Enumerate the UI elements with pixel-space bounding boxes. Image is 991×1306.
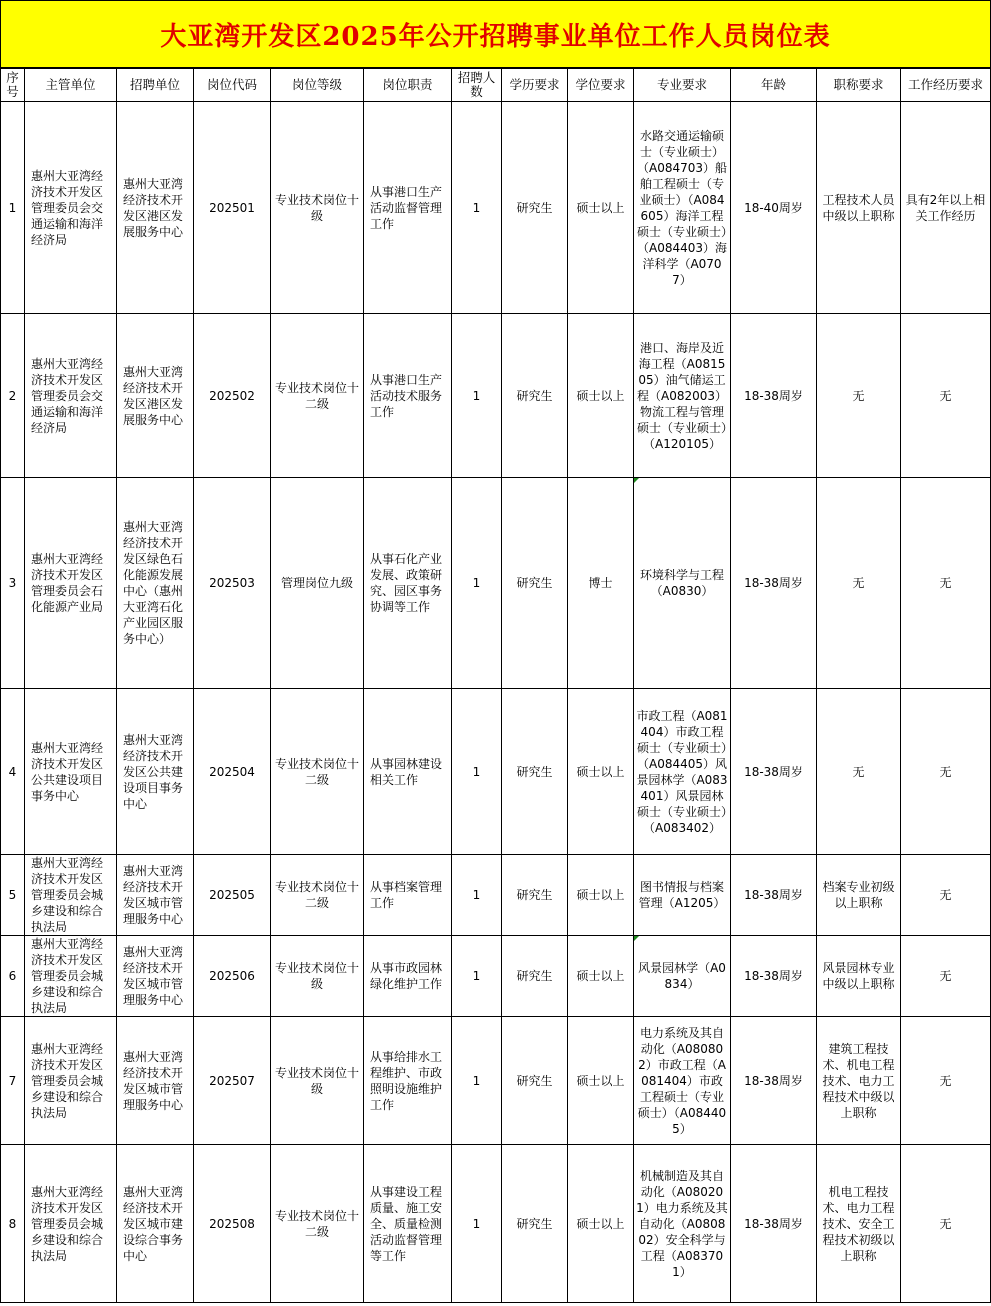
cell-unit: 惠州大亚湾经济技术开发区城市建设综合事务中心 xyxy=(117,1145,194,1303)
cell-no: 4 xyxy=(1,689,25,855)
header-no: 序号 xyxy=(1,69,25,102)
header-dept: 主管单位 xyxy=(25,69,117,102)
cell-code: 202503 xyxy=(194,478,271,689)
cell-edu: 研究生 xyxy=(502,314,568,478)
cell-duty: 从事石化产业发展、政策研究、园区事务协调等工作 xyxy=(364,478,452,689)
cell-count: 1 xyxy=(452,102,502,314)
cell-dept: 惠州大亚湾经济技术开发区公共建设项目事务中心 xyxy=(25,689,117,855)
table-row xyxy=(1,689,991,855)
cell-unit: 惠州大亚湾经济技术开发区公共建设项目事务中心 xyxy=(117,689,194,855)
cell-no: 5 xyxy=(1,855,25,936)
cell-edu: 研究生 xyxy=(502,936,568,1017)
cell-exp: 无 xyxy=(901,1145,991,1303)
cell-age: 18-38周岁 xyxy=(731,314,817,478)
cell-major: 机械制造及其自动化（A080201）电力系统及其自动化（A080802）安全科学与工程（A083701） xyxy=(634,1145,731,1303)
cell-degree: 硕士以上 xyxy=(568,936,634,1017)
table-row xyxy=(1,1017,991,1145)
cell-duty: 从事档案管理工作 xyxy=(364,855,452,936)
header-exp: 工作经历要求 xyxy=(901,69,991,102)
table-row xyxy=(1,936,991,1017)
cell-duty: 从事港口生产活动技术服务工作 xyxy=(364,314,452,478)
positions-table xyxy=(0,68,991,1303)
cell-level: 专业技术岗位十二级 xyxy=(271,855,364,936)
cell-age: 18-38周岁 xyxy=(731,1017,817,1145)
cell-major: 图书情报与档案管理（A1205） xyxy=(634,855,731,936)
cell-exp: 无 xyxy=(901,478,991,689)
cell-major: 市政工程（A081404）市政工程硕士（专业硕士）（A084405）风景园林学（A083401）风景园林硕士（专业硕士）（A083402） xyxy=(634,689,731,855)
cell-edu: 研究生 xyxy=(502,1017,568,1145)
header-duty: 岗位职责 xyxy=(364,69,452,102)
header-unit: 招聘单位 xyxy=(117,69,194,102)
cell-edu: 研究生 xyxy=(502,1145,568,1303)
cell-count: 1 xyxy=(452,689,502,855)
cell-degree: 硕士以上 xyxy=(568,1017,634,1145)
cell-dept: 惠州大亚湾经济技术开发区管理委员会石化能源产业局 xyxy=(25,478,117,689)
cell-code: 202506 xyxy=(194,936,271,1017)
cell-level: 专业技术岗位十级 xyxy=(271,1017,364,1145)
header-major: 专业要求 xyxy=(634,69,731,102)
cell-unit: 惠州大亚湾经济技术开发区港区发展服务中心 xyxy=(117,102,194,314)
cell-level: 专业技术岗位十二级 xyxy=(271,1145,364,1303)
cell-duty: 从事园林建设相关工作 xyxy=(364,689,452,855)
cell-no: 6 xyxy=(1,936,25,1017)
header-code: 岗位代码 xyxy=(194,69,271,102)
cell-unit: 惠州大亚湾经济技术开发区城市管理服务中心 xyxy=(117,936,194,1017)
cell-major: 港口、海岸及近海工程（A081505）油气储运工程（A082003）物流工程与管理硕士（专业硕士）（A120105） xyxy=(634,314,731,478)
cell-title-req: 无 xyxy=(817,314,901,478)
cell-code: 202501 xyxy=(194,102,271,314)
cell-no: 2 xyxy=(1,314,25,478)
cell-duty: 从事给排水工程维护、市政照明设施维护工作 xyxy=(364,1017,452,1145)
cell-dept: 惠州大亚湾经济技术开发区管理委员会交通运输和海洋经济局 xyxy=(25,102,117,314)
cell-no: 7 xyxy=(1,1017,25,1145)
table-row xyxy=(1,855,991,936)
cell-count: 1 xyxy=(452,314,502,478)
cell-level: 专业技术岗位十级 xyxy=(271,102,364,314)
cell-title-req: 机电工程技术、电力工程技术、安全工程技术初级以上职称 xyxy=(817,1145,901,1303)
cell-duty: 从事市政园林绿化维护工作 xyxy=(364,936,452,1017)
cell-dept: 惠州大亚湾经济技术开发区管理委员会城乡建设和综合执法局 xyxy=(25,1145,117,1303)
cell-edu: 研究生 xyxy=(502,102,568,314)
cell-edu: 研究生 xyxy=(502,855,568,936)
cell-count: 1 xyxy=(452,478,502,689)
table-row xyxy=(1,478,991,689)
cell-duty: 从事建设工程质量、施工安全、质量检测活动监督管理等工作 xyxy=(364,1145,452,1303)
cell-no: 3 xyxy=(1,478,25,689)
cell-title-req: 无 xyxy=(817,478,901,689)
header-degree: 学位要求 xyxy=(568,69,634,102)
cell-dept: 惠州大亚湾经济技术开发区管理委员会交通运输和海洋经济局 xyxy=(25,314,117,478)
header-count: 招聘人数 xyxy=(452,69,502,102)
cell-age: 18-38周岁 xyxy=(731,1145,817,1303)
cell-exp: 无 xyxy=(901,1017,991,1145)
cell-major: 电力系统及其自动化（A080802）市政工程（A081404）市政工程硕士（专业硕士）（A084405） xyxy=(634,1017,731,1145)
cell-duty: 从事港口生产活动监督管理工作 xyxy=(364,102,452,314)
cell-code: 202505 xyxy=(194,855,271,936)
header-edu: 学历要求 xyxy=(502,69,568,102)
cell-code: 202504 xyxy=(194,689,271,855)
cell-level: 专业技术岗位十二级 xyxy=(271,314,364,478)
cell-age: 18-38周岁 xyxy=(731,478,817,689)
cell-dept: 惠州大亚湾经济技术开发区管理委员会城乡建设和综合执法局 xyxy=(25,936,117,1017)
cell-no: 1 xyxy=(1,102,25,314)
cell-title-req: 无 xyxy=(817,689,901,855)
cell-major: 风景园林学（A0834） xyxy=(634,936,731,1017)
header-age: 年龄 xyxy=(731,69,817,102)
cell-degree: 硕士以上 xyxy=(568,855,634,936)
cell-unit: 惠州大亚湾经济技术开发区城市管理服务中心 xyxy=(117,1017,194,1145)
cell-unit: 惠州大亚湾经济技术开发区绿色石化能源发展中心（惠州大亚湾石化产业园区服务中心） xyxy=(117,478,194,689)
cell-count: 1 xyxy=(452,855,502,936)
cell-count: 1 xyxy=(452,1017,502,1145)
cell-title-req: 风景园林专业中级以上职称 xyxy=(817,936,901,1017)
cell-age: 18-38周岁 xyxy=(731,855,817,936)
cell-title-req: 建筑工程技术、机电工程技术、电力工程技术中级以上职称 xyxy=(817,1017,901,1145)
cell-edu: 研究生 xyxy=(502,689,568,855)
cell-level: 专业技术岗位十二级 xyxy=(271,689,364,855)
cell-code: 202507 xyxy=(194,1017,271,1145)
cell-degree: 博士 xyxy=(568,478,634,689)
table-row xyxy=(1,1145,991,1303)
cell-unit: 惠州大亚湾经济技术开发区城市管理服务中心 xyxy=(117,855,194,936)
page-title: 大亚湾开发区2025年公开招聘事业单位工作人员岗位表 xyxy=(160,21,831,52)
cell-dept: 惠州大亚湾经济技术开发区管理委员会城乡建设和综合执法局 xyxy=(25,1017,117,1145)
cell-count: 1 xyxy=(452,1145,502,1303)
cell-title-req: 工程技术人员中级以上职称 xyxy=(817,102,901,314)
cell-exp: 无 xyxy=(901,855,991,936)
cell-code: 202502 xyxy=(194,314,271,478)
cell-degree: 硕士以上 xyxy=(568,102,634,314)
cell-code: 202508 xyxy=(194,1145,271,1303)
cell-age: 18-38周岁 xyxy=(731,936,817,1017)
cell-age: 18-38周岁 xyxy=(731,689,817,855)
cell-degree: 硕士以上 xyxy=(568,314,634,478)
cell-age: 18-40周岁 xyxy=(731,102,817,314)
cell-exp: 无 xyxy=(901,689,991,855)
cell-unit: 惠州大亚湾经济技术开发区港区发展服务中心 xyxy=(117,314,194,478)
cell-level: 管理岗位九级 xyxy=(271,478,364,689)
cell-exp: 具有2年以上相关工作经历 xyxy=(901,102,991,314)
cell-edu: 研究生 xyxy=(502,478,568,689)
cell-count: 1 xyxy=(452,936,502,1017)
cell-exp: 无 xyxy=(901,936,991,1017)
title-bar xyxy=(0,0,991,68)
cell-degree: 硕士以上 xyxy=(568,1145,634,1303)
header-row xyxy=(1,69,991,102)
cell-degree: 硕士以上 xyxy=(568,689,634,855)
cell-major: 水路交通运输硕士（专业硕士）（A084703）船舶工程硕士（专业硕士）（A084605）海洋工程硕士（专业硕士）（A084403）海洋科学（A0707） xyxy=(634,102,731,314)
table-row xyxy=(1,102,991,314)
cell-level: 专业技术岗位十级 xyxy=(271,936,364,1017)
table-row xyxy=(1,314,991,478)
cell-exp: 无 xyxy=(901,314,991,478)
header-level: 岗位等级 xyxy=(271,69,364,102)
cell-major: 环境科学与工程（A0830） xyxy=(634,478,731,689)
cell-no: 8 xyxy=(1,1145,25,1303)
cell-dept: 惠州大亚湾经济技术开发区管理委员会城乡建设和综合执法局 xyxy=(25,855,117,936)
cell-title-req: 档案专业初级以上职称 xyxy=(817,855,901,936)
header-title-req: 职称要求 xyxy=(817,69,901,102)
